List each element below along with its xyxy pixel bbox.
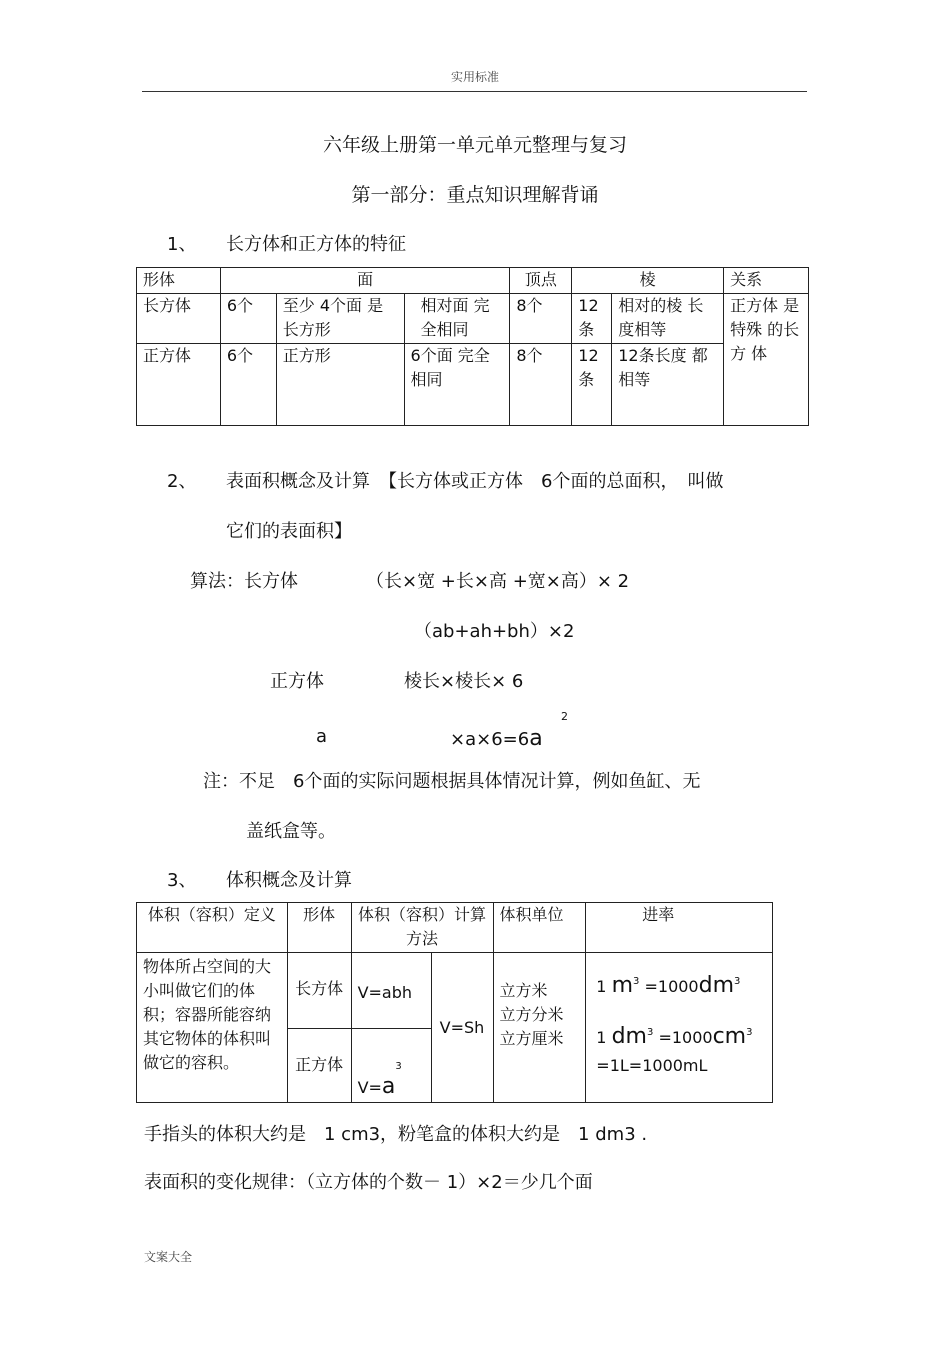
table-cell: 12条长度 都相等 <box>612 344 724 426</box>
section-3-number: 3、 <box>167 870 197 891</box>
table-cell: 6个面 完全相同 <box>404 344 510 426</box>
table-header-shape: 形体 <box>287 903 351 953</box>
table-cell: 正方体 <box>137 344 221 426</box>
rate-exponent: 3 <box>734 976 741 987</box>
table-cell: 长方体 <box>137 294 221 344</box>
surface-area-rule: 表面积的变化规律：（立方体的个数－ 1）×2＝少几个面 <box>144 1172 593 1193</box>
cuboid-volume-formula: V=abh <box>351 953 431 1029</box>
table-header-rate: 进率 <box>586 903 773 953</box>
rate-number: 1 <box>596 1028 607 1047</box>
formula-text: V= <box>357 1078 382 1097</box>
table-header-unit: 体积单位 <box>493 903 586 953</box>
table-cell: 6个 <box>220 294 276 344</box>
section-3-heading: 体积概念及计算 <box>226 870 352 891</box>
cube-label: 正方体 <box>270 671 324 692</box>
section-2-line-1: 表面积概念及计算 【长方体或正方体 6个面的总面积， 叫做 <box>226 471 724 492</box>
section-1-number: 1、 <box>167 234 197 255</box>
section-1-heading: 长方体和正方体的特征 <box>226 234 406 255</box>
table-cell-relation: 正方体 是特殊 的长方 体 <box>724 294 809 426</box>
formula-exponent: 3 <box>395 1061 402 1072</box>
unit-item: 立方米 <box>499 981 548 1000</box>
table-header-edge: 棱 <box>572 268 724 294</box>
table-cell: 12 条 <box>572 344 612 426</box>
volume-examples: 手指头的体积大约是 1 cm3，粉笔盒的体积大约是 1 dm3 . <box>144 1124 648 1145</box>
formula-variable: a <box>381 1074 396 1099</box>
cuboid-area-formula-letters: （ab+ah+bh）×2 <box>414 621 575 642</box>
table-cell: 6个 <box>220 344 276 426</box>
rate-equals: =1000 <box>644 977 699 996</box>
general-volume-formula: V=Sh <box>431 953 493 1103</box>
volume-definition: 物体所占空间的大小叫做它们的体积；容器所能容纳其它物体的体积叫做它的容积。 <box>137 953 288 1103</box>
table-header-method: 体积（容积）计算方法 <box>351 903 493 953</box>
rate-unit: m <box>611 973 634 998</box>
cube-volume-formula <box>351 1029 431 1103</box>
volume-table <box>136 902 773 1103</box>
table-cell: 12 条 <box>572 294 612 344</box>
document-subtitle: 第一部分：重点知识理解背诵 <box>351 184 599 206</box>
table-cell: 相对的棱 长度相等 <box>612 294 724 344</box>
rate-unit: dm <box>698 973 735 998</box>
table-cell: 相对面 完全相同 <box>404 294 510 344</box>
algorithm-label: 算法：长方体 <box>190 571 298 592</box>
cube-area-formula: 棱长×棱长× 6 <box>404 671 524 692</box>
cuboid-area-formula: （长×宽 +长×高 +宽×高）× 2 <box>366 571 630 592</box>
table-header-relation: 关系 <box>724 268 809 294</box>
table-header-face: 面 <box>220 268 510 294</box>
rate-exponent: 3 <box>633 976 640 987</box>
document-title: 六年级上册第一单元单元整理与复习 <box>322 134 627 156</box>
rate-exponent: 3 <box>746 1027 753 1038</box>
table-cell-cube: 正方体 <box>287 1029 351 1103</box>
cube-formula-a: a <box>316 726 328 747</box>
unit-item: 立方分米 <box>499 1005 564 1024</box>
volume-units <box>493 953 586 1103</box>
note-line-1: 注：不足 6个面的实际问题根据具体情况计算，例如鱼缸、无 <box>203 771 701 792</box>
unit-item: 立方厘米 <box>499 1029 564 1048</box>
table-cell-cuboid: 长方体 <box>287 953 351 1029</box>
rate-unit: dm <box>611 1024 647 1049</box>
table-cell: 8个 <box>510 344 572 426</box>
table-cell: 至少 4个面 是长方形 <box>276 294 404 344</box>
rate-exponent: 3 <box>646 1027 654 1038</box>
rate-line-2 <box>596 1024 752 1051</box>
cube-area-formula-letters <box>450 726 543 751</box>
table-header-shape: 形体 <box>137 268 221 294</box>
page-header: 实用标准 <box>450 70 499 84</box>
formula-text: ×a×6=6 <box>450 729 530 750</box>
note-line-2: 盖纸盒等。 <box>246 821 336 842</box>
rate-line-3: =1L=1000mL <box>596 1056 708 1075</box>
section-2-line-2: 它们的表面积】 <box>226 521 352 542</box>
conversion-rates <box>586 953 773 1103</box>
header-rule <box>142 91 807 92</box>
section-2-number: 2、 <box>167 471 197 492</box>
table-cell: 正方形 <box>276 344 404 426</box>
page-footer: 文案大全 <box>144 1250 193 1264</box>
table-header-vertex: 顶点 <box>510 268 572 294</box>
rate-unit: cm <box>712 1024 747 1049</box>
table-cell: 8个 <box>510 294 572 344</box>
rate-number: 1 <box>596 977 607 996</box>
formula-exponent: 2 <box>561 710 568 723</box>
rate-equals: =1000 <box>658 1028 713 1047</box>
formula-variable: a <box>529 726 543 751</box>
rate-line-1 <box>596 973 740 1000</box>
table-header-definition: 体积（容积）定义 <box>137 903 288 953</box>
feature-table <box>136 267 809 426</box>
